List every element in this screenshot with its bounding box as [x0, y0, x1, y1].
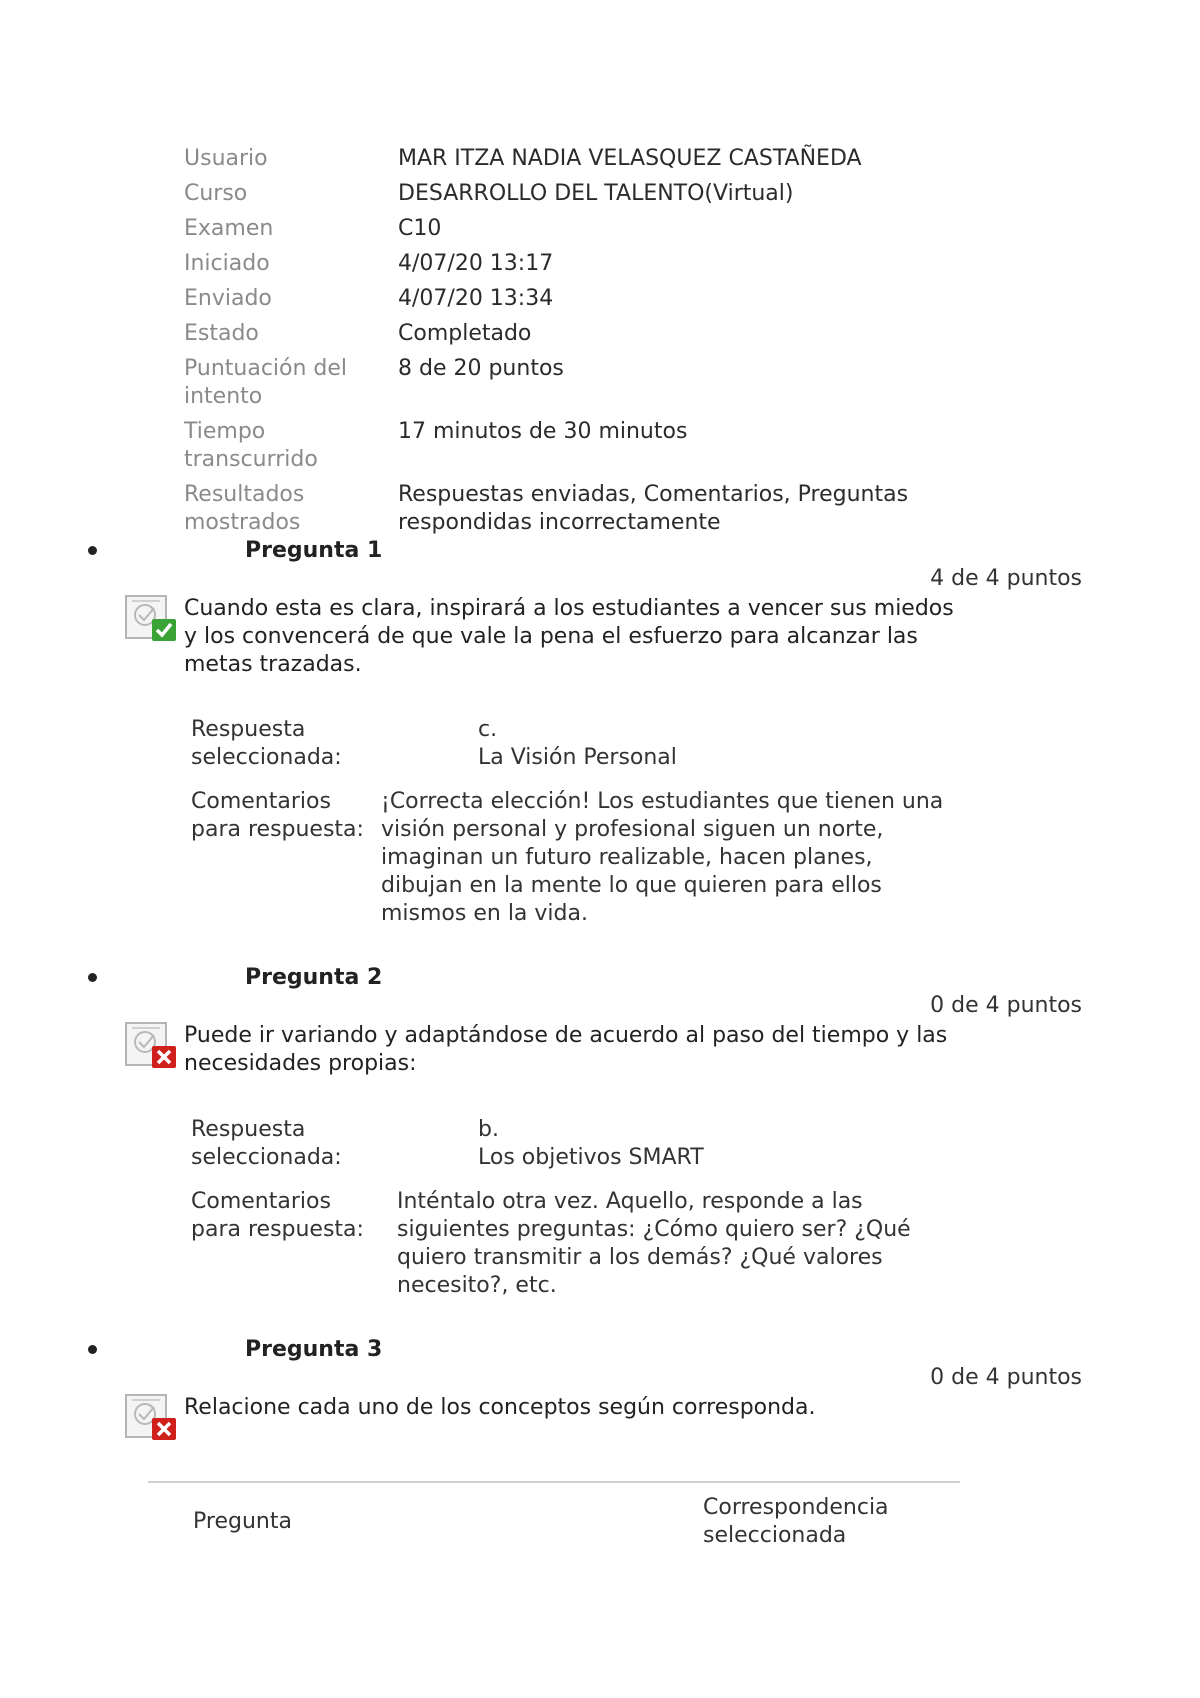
question-text: Relacione cada uno de los conceptos según corresponda.: [184, 1395, 816, 1420]
attempt-summary: [184, 145, 944, 544]
feedback-text: Inténtalo otra vez. Aquello, responde a las siguientes preguntas: ¿Cómo quiero ser? ¿Qué quiero transmitir a los demás? ¿Qué valores necesito?, etc.: [397, 1189, 911, 1298]
question-title: Pregunta 1: [245, 538, 383, 563]
feedback-text: ¡Correcta elección! Los estudiantes que tienen una visión personal y profesional siguen un norte, imaginan un futuro realizable, hacen planes, dibujan en la mente lo que quieren para ellos mismos en la vida.: [381, 789, 944, 926]
table-header-question: Pregunta: [193, 1509, 292, 1534]
summary-value: 4/07/20 13:34: [398, 286, 554, 311]
incorrect-x-icon: [124, 1392, 178, 1442]
list-bullet: [88, 546, 97, 555]
incorrect-x-icon: [124, 1020, 178, 1070]
summary-label: Iniciado: [184, 251, 270, 276]
summary-label: Curso: [184, 181, 248, 206]
summary-value: 4/07/20 13:17: [398, 251, 554, 276]
summary-value: MAR ITZA NADIA VELASQUEZ CASTAÑEDA: [398, 146, 862, 171]
summary-row-started: [184, 250, 944, 278]
question-score: 0 de 4 puntos: [930, 1365, 1082, 1390]
list-bullet: [88, 973, 97, 982]
question-score: 0 de 4 puntos: [930, 993, 1082, 1018]
question-text: Puede ir variando y adaptándose de acuerdo al paso del tiempo y las necesidades propias:: [184, 1023, 948, 1076]
answer-text: Los objetivos SMART: [478, 1145, 704, 1170]
answer-text: La Visión Personal: [478, 745, 677, 770]
summary-value: Respuestas enviadas, Comentarios, Preguntas respondidas incorrectamente: [398, 482, 909, 535]
question-title: Pregunta 3: [245, 1337, 383, 1362]
summary-row-user: [184, 145, 944, 173]
summary-label: Usuario: [184, 146, 268, 171]
question-title: Pregunta 2: [245, 965, 383, 990]
table-header-selected-match: Correspondencia seleccionada: [703, 1495, 889, 1548]
summary-value: DESARROLLO DEL TALENTO(Virtual): [398, 181, 794, 206]
table-divider: [148, 1481, 960, 1483]
summary-row-status: [184, 320, 944, 348]
summary-row-results: [184, 481, 944, 537]
summary-value: 17 minutos de 30 minutos: [398, 419, 688, 444]
answer-letter: b.: [478, 1117, 499, 1142]
summary-label: Enviado: [184, 286, 272, 311]
answer-letter: c.: [478, 717, 498, 742]
summary-row-time: [184, 418, 944, 474]
question-text: Cuando esta es clara, inspirará a los estudiantes a vencer sus miedos y los convencerá de que vale la pena el esfuerzo para alcanzar las metas trazadas.: [184, 596, 954, 677]
feedback-label: Comentarios para respuesta:: [191, 1189, 364, 1242]
summary-label: Puntuación del intento: [184, 356, 348, 409]
summary-value: Completado: [398, 321, 532, 346]
summary-row-exam: [184, 215, 944, 243]
summary-label: Estado: [184, 321, 259, 346]
selected-answer-label: Respuesta seleccionada:: [191, 717, 342, 770]
selected-answer-value: [478, 716, 898, 772]
summary-label: Examen: [184, 216, 274, 241]
correct-check-icon: [124, 593, 178, 643]
summary-row-submitted: [184, 285, 944, 313]
selected-answer-label: Respuesta seleccionada:: [191, 1117, 342, 1170]
summary-value: C10: [398, 216, 442, 241]
selected-answer-value: [478, 1116, 898, 1172]
question-score: 4 de 4 puntos: [930, 566, 1082, 591]
summary-row-course: [184, 180, 944, 208]
summary-value: 8 de 20 puntos: [398, 356, 564, 381]
feedback-label: Comentarios para respuesta:: [191, 789, 364, 842]
summary-label: Tiempo transcurrido: [184, 419, 318, 472]
summary-row-score: [184, 355, 944, 411]
list-bullet: [88, 1345, 97, 1354]
summary-label: Resultados mostrados: [184, 482, 305, 535]
